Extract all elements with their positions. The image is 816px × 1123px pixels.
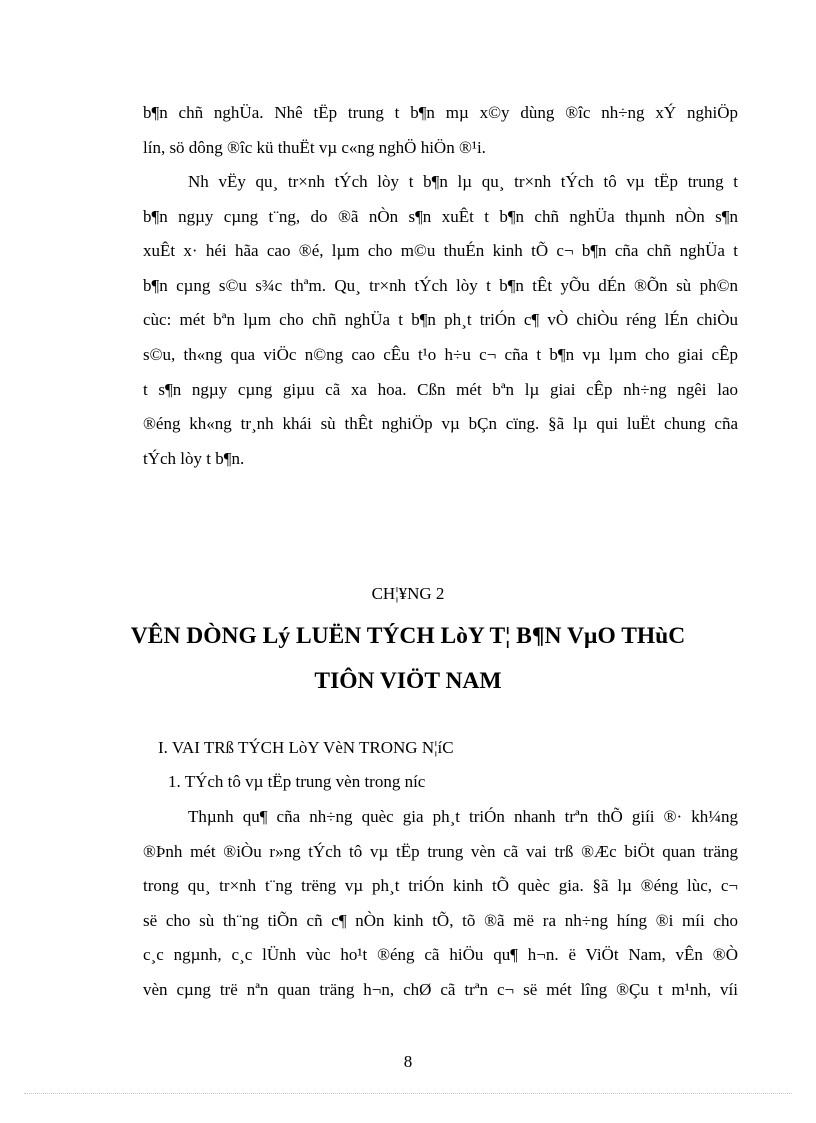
paragraph-line: t s¶n ngµy cµng giµu cã xa hoa. Cßn mét bªn lµ giai cÊp nh÷ng ngêi lao — [143, 379, 738, 399]
paragraph — [143, 96, 738, 165]
paragraph-line: b¶n ngµy cµng t¨ng, do ®ã nÒn s¶n xuÊt t b¶n chñ nghÜa thµnh nÒn s¶n — [143, 206, 738, 226]
paragraph-line: Nh vËy qu¸ tr×nh tÝch lòy t b¶n lµ qu¸ tr×nh tÝch tô vµ tËp trung t — [188, 172, 738, 191]
paragraph-line: b¶n chñ nghÜa. Nhê tËp trung t b¶n mµ x©y dùng ®îc nh÷ng xÝ nghiÖp — [143, 103, 738, 122]
paragraph-line: Thµnh qu¶ cña nh÷ng quèc gia ph¸t triÓn nhanh trªn thÕ giíi ®· kh¼ng — [188, 807, 738, 826]
paragraph-line: s©u, th«ng qua viÖc n©ng cao cÊu t¹o h÷u c¬ cña t b¶n vµ lµm cho giai cÊp — [143, 344, 738, 364]
paragraph-line: xuÊt x· héi hãa cao ®é, lµm cho m©u thuÉn kinh tÕ c¬ b¶n cña chñ nghÜa t — [143, 241, 738, 261]
page-number: 8 — [403, 1052, 413, 1071]
paragraph-line: së cho sù th¨ng tiÕn cñ c¶ nÒn kinh tÕ, tõ ®ã më ra nh÷ng híng ®i míi cho — [143, 910, 738, 930]
chapter-title — [0, 614, 816, 704]
subsection-heading: 1. TÝch tô vµ tËp trung vèn trong níc — [168, 772, 426, 791]
paragraph-line: ®Þnh mét ®iÒu r»ng tÝch tô vµ tËp trung vèn cã vai trß ®Æc biÖt quan träng — [143, 841, 738, 861]
paragraph-line: lín, sö dông ®îc kü thuËt vµ c«ng nghÖ hiÖn ®¹i. — [143, 137, 486, 157]
paragraph-line: tÝch lòy t b¶n. — [143, 448, 245, 468]
paragraph — [143, 165, 738, 476]
paragraph-line: cùc: mét bªn lµm cho chñ nghÜa t b¶n ph¸t triÓn c¶ vÒ chiÒu réng lÉn chiÒu — [143, 310, 738, 330]
paragraph — [143, 800, 738, 1008]
chapter-title-line: VÊN DÒNG Lý LUËN TÝCH LòY T¦ B¶N VµO THùC — [130, 623, 686, 649]
page-bottom-divider — [24, 1093, 792, 1094]
paragraph-line: trong qu¸ tr×nh t¨ng trëng vµ ph¸t triÓn kinh tÕ quèc gia. §ã lµ ®éng lùc, c¬ — [143, 876, 738, 896]
chapter-label: CH¦¥NG 2 — [371, 584, 445, 603]
paragraph-line: c¸c ngµnh, c¸c lÜnh vùc ho¹t ®éng cã hiÖu qu¶ h¬n. ë ViÖt Nam, vÊn ®Ò — [143, 945, 738, 965]
chapter-title-line: TIÔN VIÖT NAM — [314, 668, 502, 694]
paragraph-line: b¶n cµng s©u s¾c thªm. Qu¸ tr×nh tÝch lòy t b¶n tÊt yÕu dÉn ®Õn sù ph©n — [143, 275, 738, 295]
section-heading: I. VAI TRß TÝCH LòY VèN TRONG N¦íC — [158, 738, 454, 757]
paragraph-line: vèn cµng trë nªn quan träng h¬n, chØ cã trªn c¬ së mét lîng ®Çu t m¹nh, víi — [143, 979, 738, 999]
paragraph-line: ®éng kh«ng tr¸nh khái sù thÊt nghiÖp vµ bÇn cïng. §ã lµ qui luËt chung cña — [143, 414, 738, 434]
